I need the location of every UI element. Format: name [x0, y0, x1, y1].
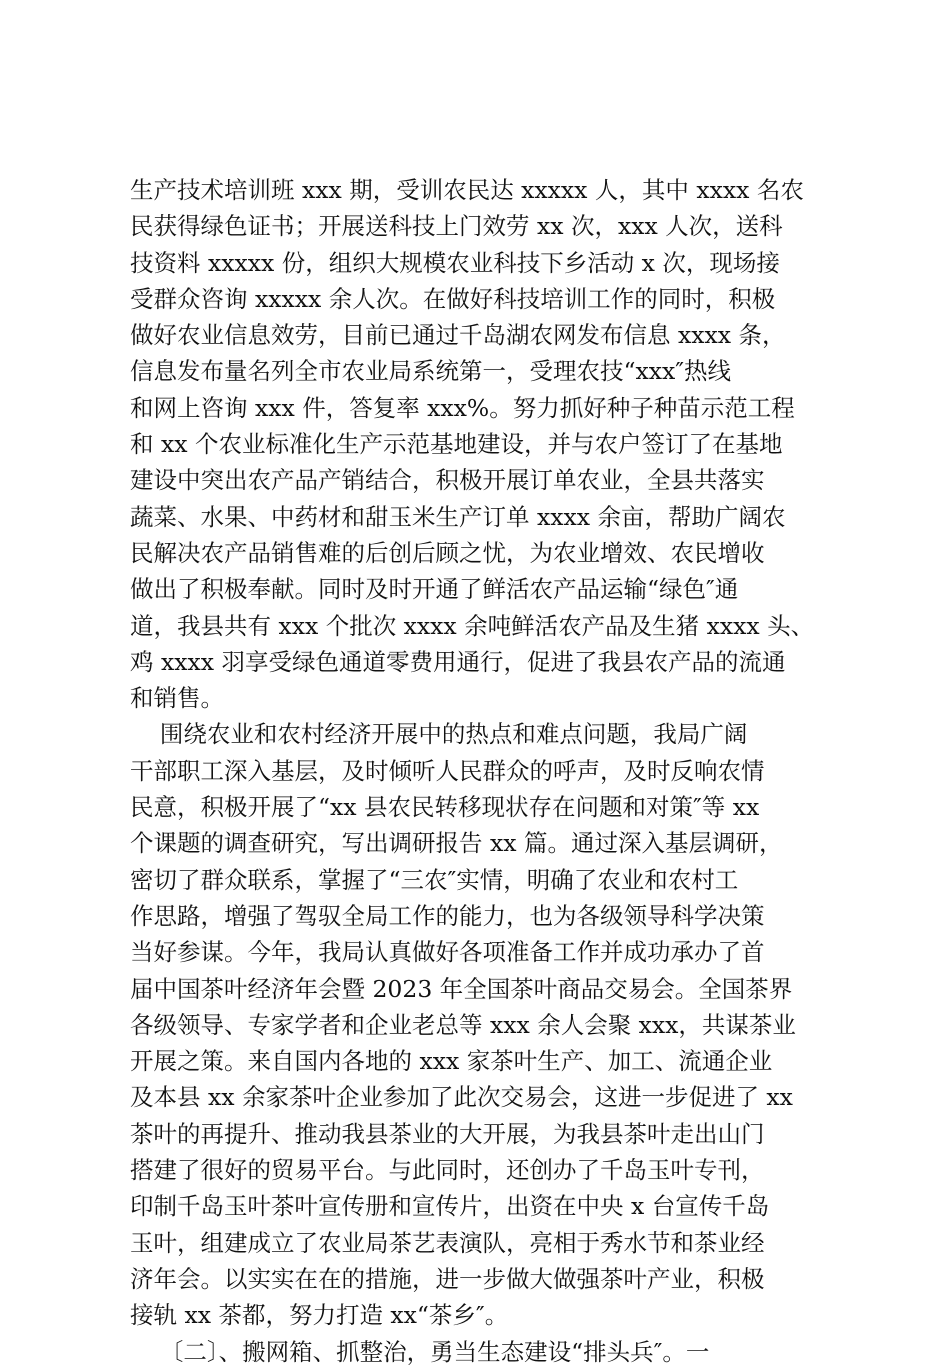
text-line: 〔二〕、搬网箱、抓整治，勇当生态建设“排头兵″。一	[130, 1337, 710, 1366]
text-line: 民获得绿色证书；开展送科技上门效劳 xx 次，xxx 人次，送科	[130, 212, 783, 241]
text-line: 民解决农产品销售难的后创后顾之忧，为农业增效、农民增收	[130, 538, 765, 567]
text-line: 接轨 xx 茶都，努力打造 xx“茶乡″。	[130, 1301, 509, 1330]
text-line: 茶叶的再提升、推动我县茶业的大开展，为我县茶叶走出山门	[130, 1119, 765, 1148]
text-line: 做好农业信息效劳，目前已通过千岛湖农网发布信息 xxxx 条，	[130, 321, 786, 350]
body-text	[130, 172, 830, 1370]
text-line: 技资料 xxxxx 份，组织大规模农业科技下乡活动 x 次，现场接	[130, 248, 780, 277]
text-line: 搭建了很好的贸易平台。与此同时，还创办了千岛玉叶专刊，	[130, 1156, 765, 1185]
text-line: 蔬菜、水果、中药材和甜玉米生产订单 xxxx 余亩，帮助广阔农	[130, 502, 786, 531]
text-line: 和网上咨询 xxx 件，答复率 xxx%。努力抓好种子种苗示范工程	[130, 393, 795, 422]
text-line: 鸡 xxxx 羽享受绿色通道零费用通行，促进了我县农产品的流通	[130, 647, 786, 676]
text-line: 密切了群众联系，掌握了“三农″实情，明确了农业和农村工	[130, 865, 739, 894]
text-line: 做出了积极奉献。同时及时开通了鲜活农产品运输“绿色″通	[130, 575, 739, 604]
text-line: 和销售。	[130, 684, 224, 713]
text-line: 济年会。以实实在在的措施，进一步做大做强茶叶产业，积极	[130, 1264, 765, 1293]
text-line: 围绕农业和农村经济开展中的热点和难点问题，我局广阔	[130, 720, 748, 749]
text-line: 道，我县共有 xxx 个批次 xxxx 余吨鲜活农产品及生猪 xxxx 头、	[130, 611, 815, 640]
text-line: 印制千岛玉叶茶叶宣传册和宣传片，出资在中央 x 台宣传千岛	[130, 1192, 770, 1221]
text-line: 个课题的调查研究，写出调研报告 xx 篇。通过深入基层调研，	[130, 829, 783, 858]
text-line: 各级领导、专家学者和企业老总等 xxx 余人会聚 xxx，共谋茶业	[130, 1010, 796, 1039]
text-line: 建设中突出农产品产销结合，积极开展订单农业，全县共落实	[130, 466, 765, 495]
text-line: 生产技术培训班 xxx 期，受训农民达 xxxxx 人，其中 xxxx 名农	[130, 176, 804, 204]
text-line: 和 xx 个农业标准化生产示范基地建设，并与农户签订了在基地	[130, 430, 783, 459]
text-line: 玉叶，组建成立了农业局茶艺表演队，亮相于秀水节和茶业经	[130, 1228, 765, 1257]
text-line: 信息发布量名列全市农业局系统第一，受理农技“xxx″热线	[130, 357, 732, 386]
text-line: 开展之策。来自国内各地的 xxx 家茶叶生产、加工、流通企业	[130, 1047, 773, 1076]
text-line: 及本县 xx 余家茶叶企业参加了此次交易会，这进一步促进了 xx	[130, 1083, 793, 1112]
text-line: 干部职工深入基层，及时倾听人民群众的呼声，及时反响农情	[130, 756, 765, 785]
text-line: 当好参谋。今年，我局认真做好各项准备工作并成功承办了首	[130, 938, 765, 967]
text-line: 作思路，增强了驾驭全局工作的能力，也为各级领导科学决策	[130, 901, 765, 930]
text-line: 届中国茶叶经济年会暨 2023 年全国茶叶商品交易会。全国茶界	[130, 974, 793, 1003]
text-line: 民意，积极开展了“xx 县农民转移现状存在问题和对策″等 xx	[130, 793, 760, 822]
text-line: 受群众咨询 xxxxx 余人次。在做好科技培训工作的同时，积极	[130, 284, 776, 313]
